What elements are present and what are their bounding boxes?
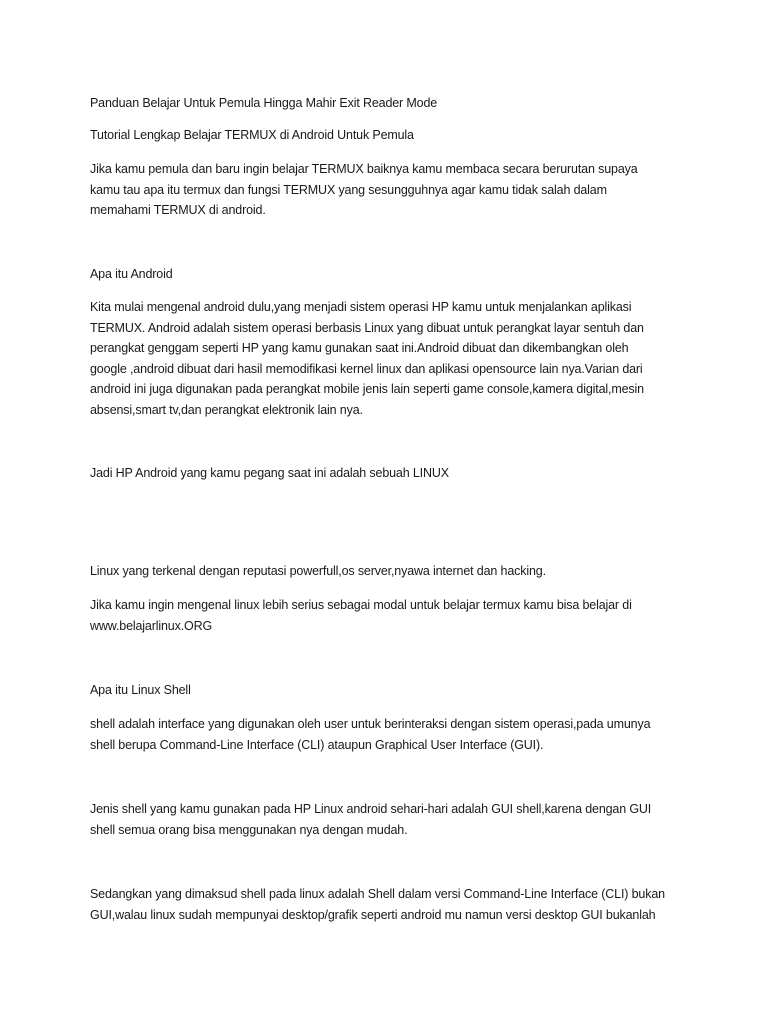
intro-paragraph [90, 159, 638, 221]
cli-line: GUI,walau linux sudah mempunyai desktop/grafik seperti android mu namun versi desktop GUI bukanlah [90, 907, 656, 922]
shell-paragraph [90, 714, 650, 755]
intro-line: kamu tau apa itu termux dan fungsi TERMUX yang sesungguhnya agar kamu tidak salah dalam [90, 182, 607, 197]
android-line: perangkat genggam seperti HP yang kamu gunakan saat ini.Android dibuat dan dikembangkan oleh [90, 341, 629, 355]
page-title: Tutorial Lengkap Belajar TERMUX di Android Untuk Pemula [90, 128, 414, 142]
shell-line: shell adalah interface yang digunakan oleh user untuk berinteraksi dengan sistem operasi,pada umunya [90, 717, 651, 731]
header-line: Panduan Belajar Untuk Pemula Hingga Mahir Exit Reader Mode [90, 96, 438, 110]
shell-line: shell berupa Command-Line Interface (CLI) ataupun Graphical User Interface (GUI). [90, 737, 544, 752]
android-paragraph [90, 297, 644, 420]
gui-line: shell semua orang bisa menggunakan nya dengan mudah. [90, 822, 408, 837]
android-linux-statement: Jadi HP Android yang kamu pegang saat ini adalah sebuah LINUX [90, 466, 449, 480]
gui-paragraph [90, 799, 651, 840]
android-line: absensi,smart tv,dan perangkat elektronik lain nya. [90, 402, 363, 417]
gui-line: Jenis shell yang kamu gunakan pada HP Linux android sehari-hari adalah GUI shell,karena dengan GUI [90, 802, 652, 816]
intro-line: memahami TERMUX di android. [90, 203, 266, 217]
intro-line: Jika kamu pemula dan baru ingin belajar TERMUX baiknya kamu membaca secara berurutan supaya [90, 162, 638, 176]
linux-known-statement: Linux yang terkenal dengan reputasi powerfull,os server,nyawa internet dan hacking. [90, 564, 546, 578]
heading-shell: Apa itu Linux Shell [90, 683, 191, 697]
learn-linux-paragraph [90, 595, 632, 636]
cli-line: Sedangkan yang dimaksud shell pada linux adalah Shell dalam versi Command-Line Interface (CLI) bukan [90, 887, 665, 901]
heading-android: Apa itu Android [90, 267, 173, 281]
cli-paragraph [90, 884, 665, 925]
android-line: TERMUX. Android adalah sistem operasi berbasis Linux yang dibuat untuk perangkat layar sentuh dan [90, 320, 644, 335]
android-line: google ,android dibuat dari hasil memodifikasi kernel linux dan aplikasi opensource lain nya.Varian dari [90, 361, 643, 376]
learn-linux-line: www.belajarlinux.ORG [90, 618, 213, 633]
learn-linux-line: Jika kamu ingin mengenal linux lebih serius sebagai modal untuk belajar termux kamu bisa belajar di [90, 598, 632, 612]
android-line: android ini juga digunakan pada perangkat mobile jenis lain seperti game console,kamera digital,mesin [90, 382, 644, 396]
android-line: Kita mulai mengenal android dulu,yang menjadi sistem operasi HP kamu untuk menjalankan aplikasi [90, 300, 632, 314]
